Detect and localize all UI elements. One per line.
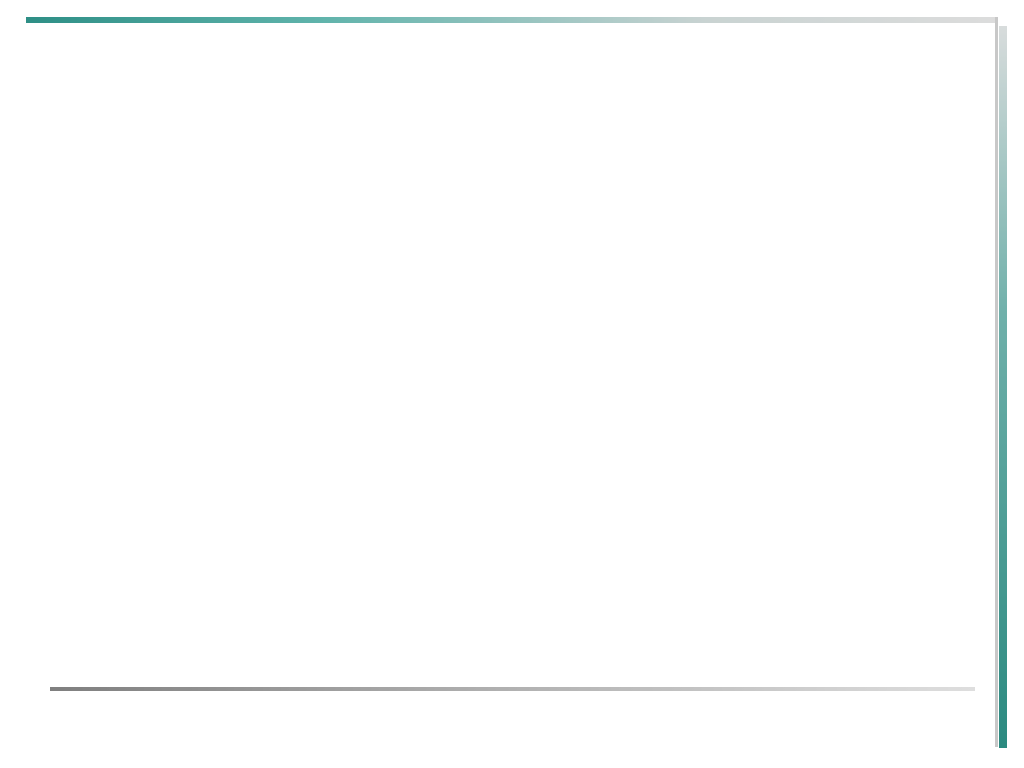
- top-decorative-rule: [26, 17, 998, 23]
- right-decorative-rule: [995, 17, 998, 747]
- footer-rule: [50, 687, 975, 691]
- right-accent-bar: [999, 26, 1007, 748]
